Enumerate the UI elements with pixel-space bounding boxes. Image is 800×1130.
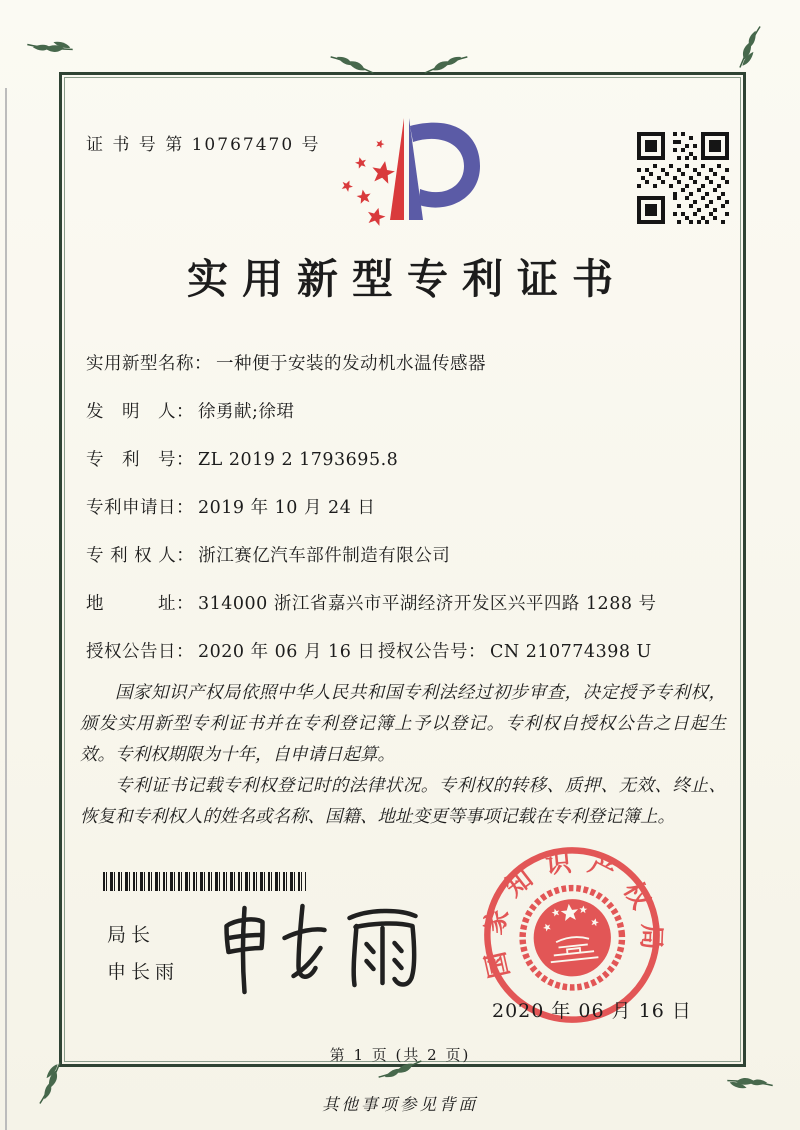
grant-number-label: 授权公告号： — [378, 642, 486, 662]
field-value: ZL 2019 2 1793695.8 — [198, 450, 399, 470]
field-value: 徐勇献;徐珺 — [198, 402, 295, 422]
field-label: 专利申请日： — [86, 498, 194, 518]
scan-edge-shadow — [5, 88, 7, 1130]
seal-agency-text: 国家知识产权局 — [477, 846, 667, 981]
grant-date-label: 授权公告日： — [86, 642, 194, 662]
field-patentee — [86, 544, 726, 568]
field-label: 实用新型名称： — [86, 354, 212, 374]
cnipa-logo-icon — [330, 106, 516, 240]
page-number: 第 1 页 (共 2 页) — [329, 1046, 471, 1064]
leaf-ornament-icon — [725, 24, 776, 71]
grant-number-value: CN 210774398 U — [490, 642, 652, 662]
certificate-number: 证 书 号 第 10767470 号 — [86, 135, 321, 155]
certificate-title: 实用新型专利证书 — [187, 255, 627, 303]
qr-code-icon — [637, 132, 729, 224]
handwritten-signature-icon — [212, 896, 427, 996]
legal-text — [80, 678, 726, 833]
field-patent-number — [86, 448, 726, 472]
field-address — [86, 592, 726, 616]
field-label: 地 址： — [86, 594, 194, 614]
field-label: 专 利 权 人： — [86, 546, 195, 566]
see-back-note: 其他事项参见背面 — [322, 1095, 478, 1114]
field-utility-model-name — [86, 352, 726, 376]
field-label: 专 利 号： — [86, 450, 194, 470]
signer-title: 局长 — [107, 924, 156, 946]
grant-date — [86, 642, 375, 662]
field-value: 一种便于安装的发动机水温传感器 — [216, 354, 486, 374]
field-inventors — [86, 400, 726, 424]
field-value: 浙江赛亿汽车部件制造有限公司 — [198, 546, 451, 566]
field-label: 发 明 人： — [86, 402, 194, 422]
field-value: 314000 浙江省嘉兴市平湖经济开发区兴平四路 1288 号 — [198, 594, 657, 614]
legal-paragraph: 专利证书记载专利权登记时的法律状况。专利权的转移、质押、无效、终止、恢复和专利权人的姓名或名称、国籍、地址变更等事项记载在专利登记簿上。 — [80, 776, 726, 827]
field-grant-row — [86, 640, 726, 664]
barcode-icon — [103, 872, 306, 891]
grant-date-value: 2020 年 06 月 16 日 — [198, 642, 376, 662]
legal-paragraph: 国家知识产权局依照中华人民共和国专利法经过初步审查，决定授予专利权，颁发实用新型专利证书并在专利登记簿上予以登记。专利权自授权公告之日起生效。专利权期限为十年，自申请日起算。 — [80, 683, 726, 765]
seal-date: 2020 年 06 月 16 日 — [492, 1000, 692, 1022]
grant-number — [378, 640, 652, 664]
leaf-ornament-icon — [25, 24, 76, 71]
field-value: 2019 年 10 月 24 日 — [198, 498, 376, 518]
signer-name: 申长雨 — [107, 961, 180, 983]
field-filing-date — [86, 496, 726, 520]
